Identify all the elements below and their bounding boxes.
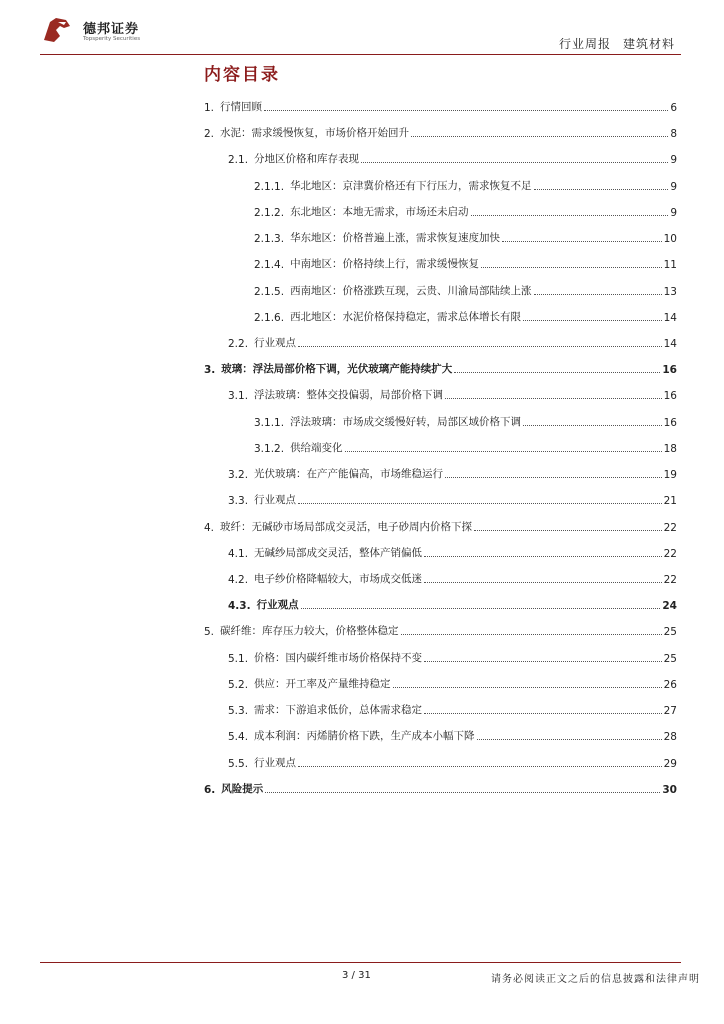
toc-dot-leader <box>301 607 661 609</box>
toc-entry-number: 4.3. <box>228 600 251 613</box>
toc-entry[interactable] <box>204 622 677 638</box>
toc-entry-page: 19 <box>663 469 677 482</box>
page-header <box>0 0 724 58</box>
toc-dot-leader <box>424 660 662 662</box>
toc-entry-page: 8 <box>670 128 677 141</box>
toc-entry-title: 玻纤：无碱砂市场局部成交灵活，电子砂周内价格下探 <box>220 520 473 533</box>
toc-entry-number: 2.2. <box>228 337 249 350</box>
toc-entry-title: 浮法玻璃：市场成交缓慢好转，局部区域价格下调 <box>290 415 522 428</box>
toc-dot-leader <box>393 686 662 688</box>
toc-entry-title: 分地区价格和库存表现 <box>254 153 360 166</box>
toc-entry-number: 5.2. <box>228 678 249 691</box>
toc-entry[interactable] <box>204 518 677 534</box>
toc-entry[interactable] <box>228 754 677 770</box>
toc-entry-page: 25 <box>663 626 677 639</box>
toc-entry-title: 价格：国内碳纤维市场价格保持不变 <box>254 651 423 664</box>
toc-dot-leader <box>264 109 668 111</box>
toc-entry-page: 28 <box>663 731 677 744</box>
toc-entry-number: 3.2. <box>228 469 249 482</box>
toc-entry-page: 22 <box>663 547 677 560</box>
brand-name-cn: 德邦证券 <box>83 22 140 37</box>
toc-entry[interactable] <box>228 727 677 743</box>
page-number: 3 / 31 <box>342 970 371 981</box>
toc-entry[interactable] <box>228 465 677 481</box>
toc-entry-title: 华北地区：京津冀价格还有下行压力，需求恢复不足 <box>290 179 532 192</box>
toc-entry[interactable] <box>228 544 677 560</box>
toc-entry-title: 行业观点 <box>254 756 297 769</box>
toc-dot-leader <box>424 581 662 583</box>
header-divider <box>40 54 681 55</box>
toc-entry-page: 10 <box>663 233 677 246</box>
toc-entry-page: 13 <box>663 285 677 298</box>
toc-entry-page: 6 <box>670 102 677 114</box>
toc-entry-page: 9 <box>670 180 677 193</box>
toc-entry-title: 西南地区：价格涨跌互现，云贵、川渝局部陆续上涨 <box>290 284 532 297</box>
toc-entry-title: 华东地区：价格普遍上涨，需求恢复速度加快 <box>290 232 501 245</box>
toc-entry[interactable] <box>228 701 677 717</box>
toc-dot-leader <box>424 555 662 557</box>
toc-entry-title: 行情回顾 <box>220 101 263 113</box>
toc-entry-title: 东北地区：本地无需求，市场还未启动 <box>290 205 469 218</box>
toc-dot-leader <box>523 424 662 426</box>
toc-entry-title: 中南地区：价格持续上行，需求缓慢恢复 <box>290 258 480 271</box>
toc-dot-leader <box>298 502 662 504</box>
toc-entry-title: 光伏玻璃：在产产能偏高，市场维稳运行 <box>254 468 444 481</box>
toc-entry-number: 5.5. <box>228 757 249 770</box>
toc-entry-number: 3.1.2. <box>254 442 285 455</box>
toc-dot-leader <box>481 266 662 268</box>
toc-entry[interactable] <box>228 570 677 586</box>
toc-entry-title: 行业观点 <box>256 599 299 612</box>
toc-entry[interactable] <box>228 596 677 612</box>
toc-entry-page: 14 <box>663 337 677 350</box>
toc-entry-title: 电子纱价格降幅较大，市场成交低迷 <box>254 572 423 585</box>
toc-entry-page: 24 <box>662 600 677 613</box>
toc-entry[interactable] <box>254 308 677 324</box>
toc-entry[interactable] <box>254 413 677 429</box>
toc-entry-page: 21 <box>663 495 677 508</box>
toc-entry-number: 4. <box>204 521 215 534</box>
toc-entry-number: 4.2. <box>228 573 249 586</box>
sector-label: 建筑材料 <box>622 37 675 51</box>
toc-dot-leader <box>424 712 662 714</box>
toc-entry-title: 风险提示 <box>221 782 264 795</box>
toc-entry[interactable] <box>254 203 677 219</box>
brand-logo-icon <box>40 14 74 46</box>
toc-entry-number: 3.3. <box>228 495 249 508</box>
brand-name-en: Topsperity Securities <box>83 36 141 42</box>
toc-dot-leader <box>345 450 662 452</box>
toc-dot-leader <box>523 319 662 321</box>
toc-entry-number: 2.1.4. <box>254 259 285 272</box>
toc-entry-page: 27 <box>663 705 677 718</box>
toc-dot-leader <box>474 529 662 531</box>
toc-entry-page: 30 <box>662 783 677 796</box>
toc-dot-leader <box>298 345 662 347</box>
toc-entry-number: 5. <box>204 626 215 639</box>
toc-entry-number: 2.1.3. <box>254 233 285 246</box>
toc-entry-page: 9 <box>670 206 677 219</box>
toc-entry-page: 25 <box>663 652 677 665</box>
toc-entry-title: 无碱纱局部成交灵活，整体产销偏低 <box>254 546 423 559</box>
toc-entry-page: 29 <box>663 757 677 770</box>
toc-entry[interactable] <box>254 255 677 271</box>
toc-title: 内容目录 <box>204 65 280 85</box>
toc-entry-number: 2. <box>204 128 215 141</box>
report-type-label: 行业周报 <box>558 37 611 51</box>
toc-dot-leader <box>265 791 660 793</box>
toc-entry-title: 碳纤维：库存压力较大，价格整体稳定 <box>220 625 399 638</box>
toc-entry[interactable] <box>228 675 677 691</box>
toc-entry-title: 供给端变化 <box>290 441 343 454</box>
toc-entry-page: 9 <box>670 154 677 167</box>
toc-entry-number: 2.1. <box>228 154 249 167</box>
toc-entry[interactable] <box>254 439 677 455</box>
toc-entry-page: 16 <box>662 364 677 377</box>
toc-entry-number: 5.3. <box>228 705 249 718</box>
toc-entry[interactable] <box>254 229 677 245</box>
toc-entry-number: 2.1.2. <box>254 206 285 219</box>
toc-entry-title: 玻璃：浮法局部价格下调，光伏玻璃产能持续扩大 <box>221 363 453 376</box>
toc-entry-title: 水泥：需求缓慢恢复，市场价格开始回升 <box>220 127 410 140</box>
toc-dot-leader <box>471 214 669 216</box>
brand-logo <box>40 14 180 48</box>
report-category <box>559 35 675 52</box>
toc-dot-leader <box>534 188 669 190</box>
toc-entry-title: 成本利润：丙烯腈价格下跌，生产成本小幅下降 <box>254 730 475 743</box>
toc-entry-number: 6. <box>204 783 216 796</box>
toc-entry-page: 26 <box>663 678 677 691</box>
toc-entry-page: 16 <box>663 416 677 429</box>
toc-entry-number: 2.1.5. <box>254 285 285 298</box>
toc-entry[interactable] <box>204 98 677 114</box>
toc-dot-leader <box>361 161 668 163</box>
toc-dot-leader <box>454 371 660 373</box>
toc-entry-page: 16 <box>663 390 677 403</box>
toc-dot-leader <box>445 476 662 478</box>
toc-entry-title: 行业观点 <box>254 336 297 349</box>
toc-entry-title: 浮法玻璃：整体交投偏弱，局部价格下调 <box>254 389 444 402</box>
toc-entry-title: 行业观点 <box>254 494 297 507</box>
toc-entry-number: 4.1. <box>228 547 249 560</box>
toc-entry-number: 3.1.1. <box>254 416 285 429</box>
toc-dot-leader <box>411 135 668 137</box>
toc-entry-page: 22 <box>663 521 677 534</box>
toc-entry[interactable] <box>228 334 677 350</box>
toc-entry[interactable] <box>204 360 677 376</box>
legal-disclaimer: 请务必阅读正文之后的信息披露和法律声明 <box>491 974 700 985</box>
toc-entry-number: 3.1. <box>228 390 249 403</box>
toc-entry[interactable] <box>228 150 677 166</box>
toc-entry-number: 3. <box>204 364 216 377</box>
toc-entry[interactable] <box>254 282 677 298</box>
toc-entry-page: 11 <box>663 259 677 272</box>
toc-entry-number: 2.1.6. <box>254 311 285 324</box>
toc-entry-title: 供应：开工率及产量维持稳定 <box>254 677 391 690</box>
toc-entry-page: 14 <box>663 311 677 324</box>
toc-entry[interactable] <box>228 386 677 402</box>
toc-entry-page: 22 <box>663 573 677 586</box>
toc-entry[interactable] <box>254 177 677 193</box>
toc-dot-leader <box>298 765 662 767</box>
toc-dot-leader <box>502 240 662 242</box>
toc-entry-title: 需求：下游追求低价，总体需求稳定 <box>254 704 423 717</box>
toc-dot-leader <box>401 633 662 635</box>
footer-divider <box>40 962 681 963</box>
toc-entry[interactable] <box>204 780 677 796</box>
toc-entry-number: 1. <box>204 102 215 114</box>
toc-dot-leader <box>534 293 662 295</box>
toc-entry-title: 西北地区：水泥价格保持稳定，需求总体增长有限 <box>290 310 522 323</box>
toc-entry-page: 18 <box>663 442 677 455</box>
toc-entry[interactable] <box>228 649 677 665</box>
toc-entry-number: 2.1.1. <box>254 180 285 193</box>
toc-entry-number: 5.1. <box>228 652 249 665</box>
toc-entry-number: 5.4. <box>228 731 249 744</box>
toc-dot-leader <box>445 397 662 399</box>
toc-entry[interactable] <box>228 491 677 507</box>
toc-dot-leader <box>477 738 662 740</box>
toc-entry[interactable] <box>204 124 677 140</box>
